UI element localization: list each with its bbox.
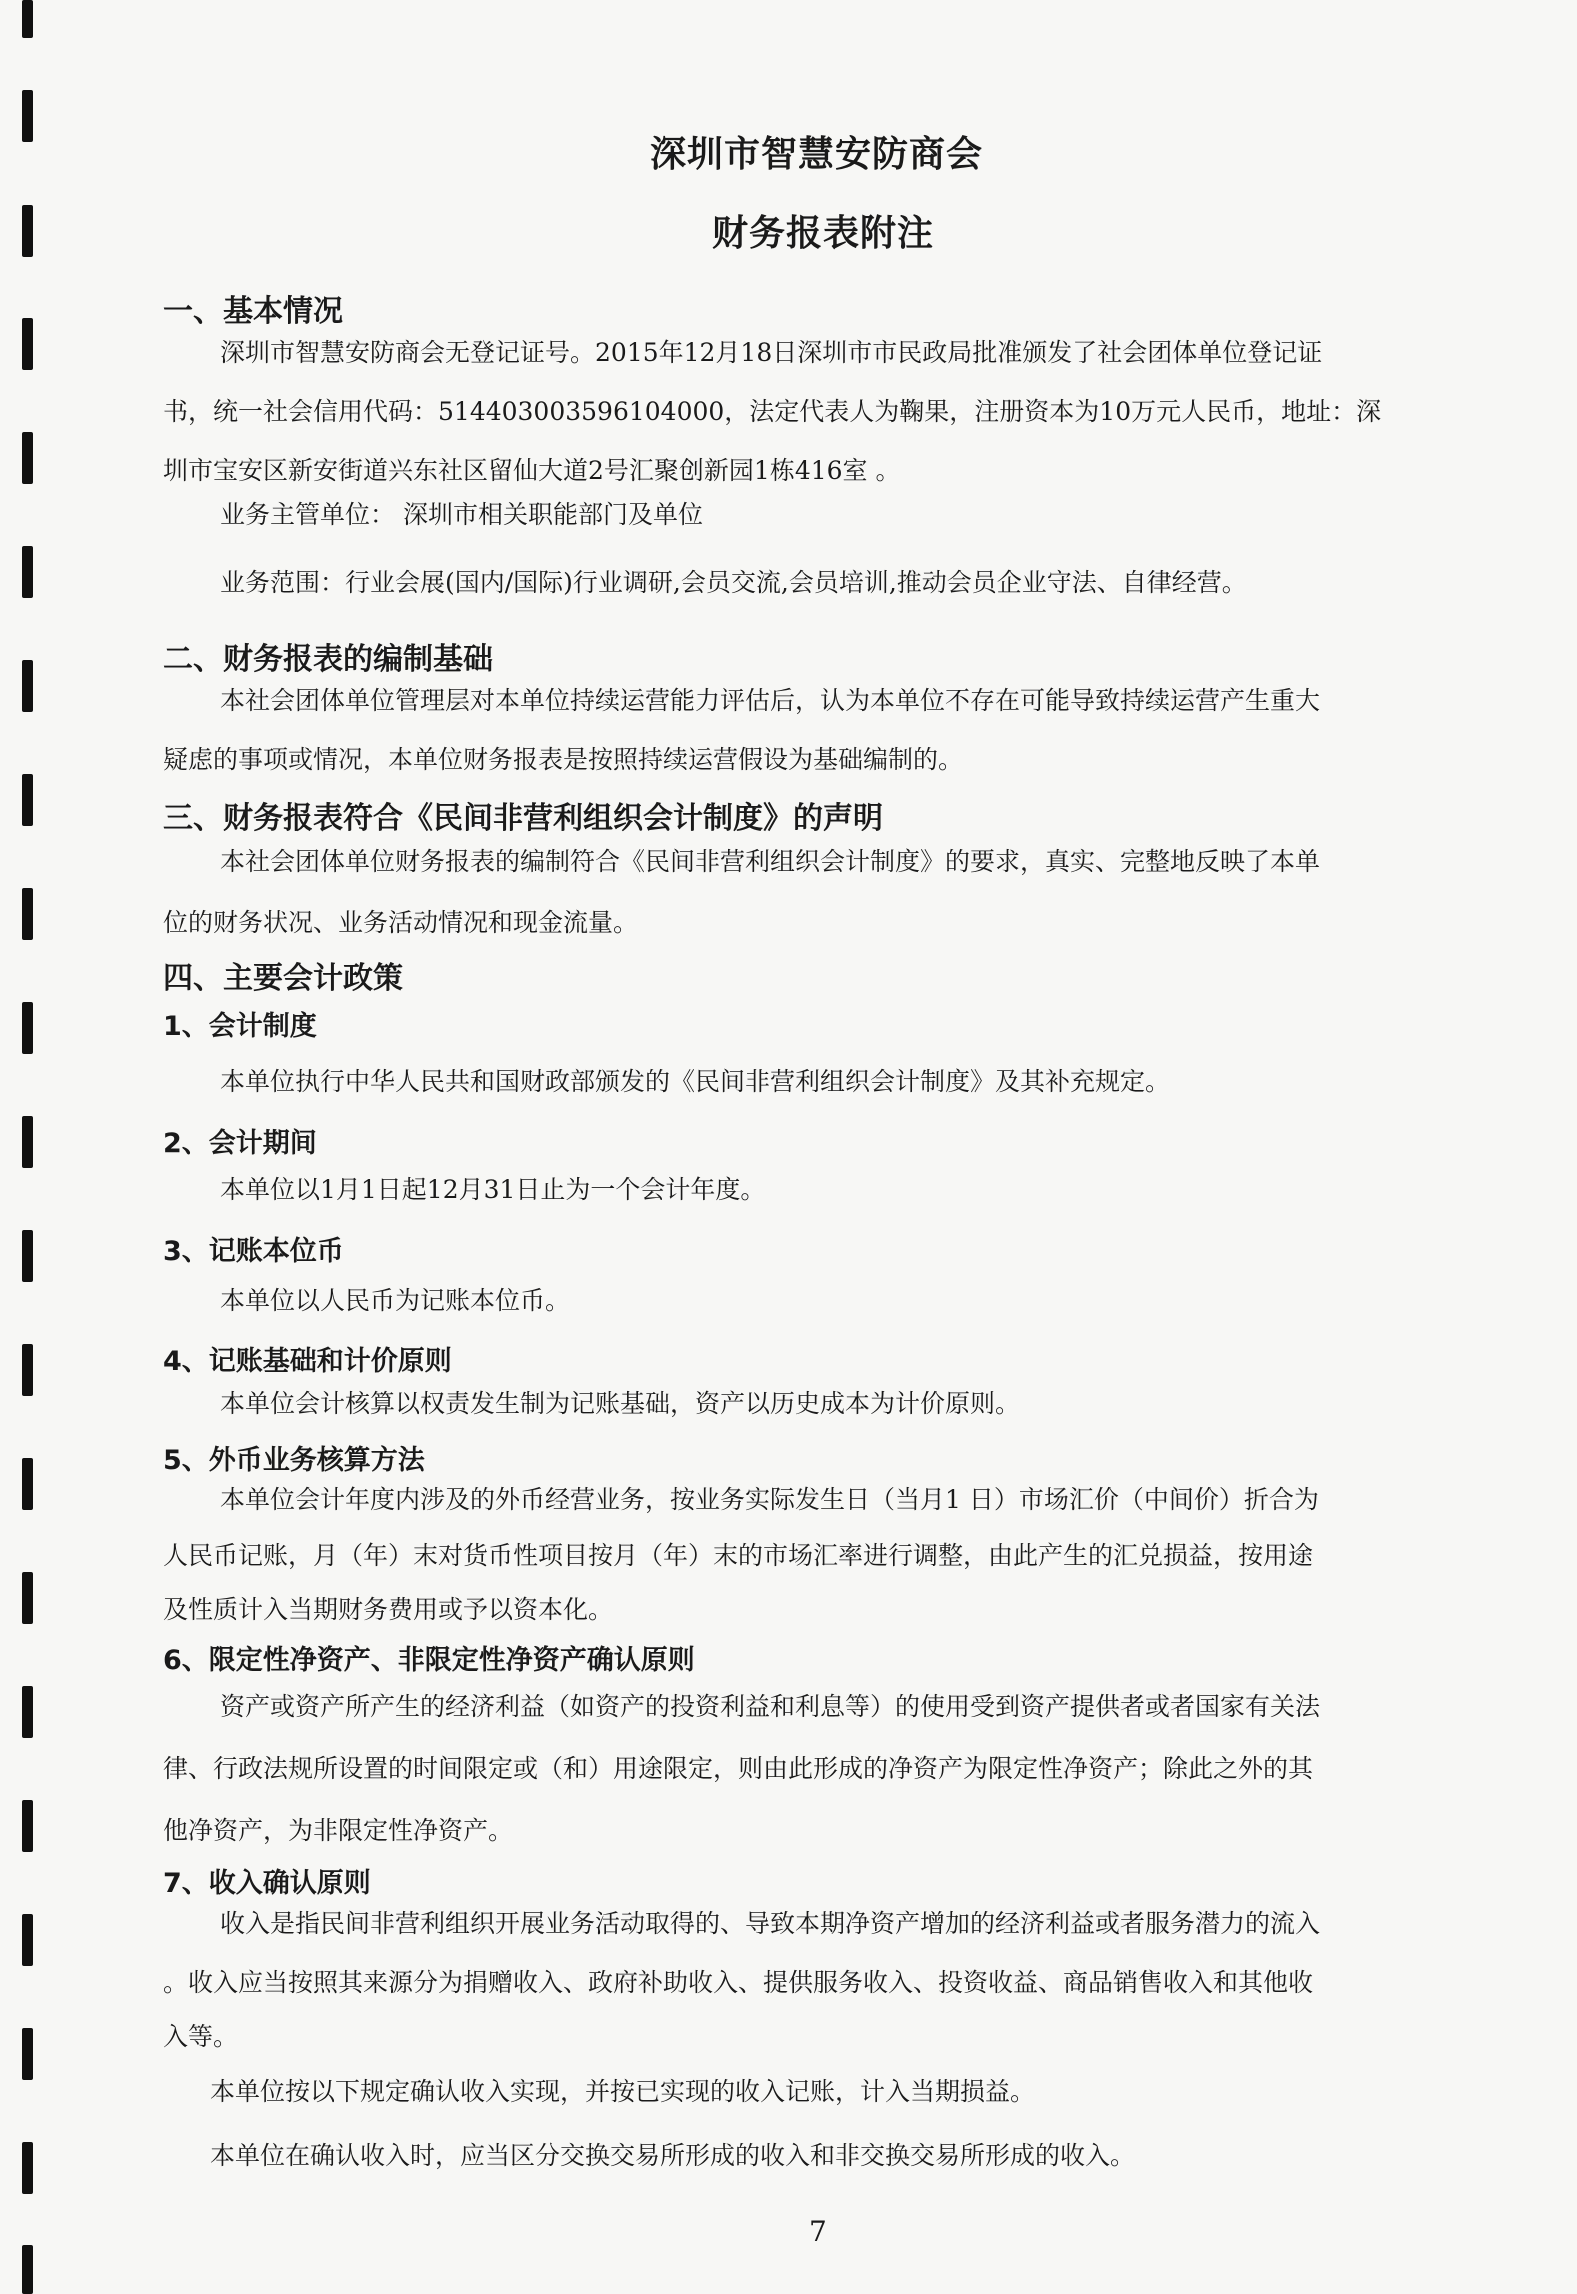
- paragraph-line: 疑虑的事项或情况，本单位财务报表是按照持续运营假设为基础编制的。: [163, 745, 964, 774]
- org-title: 深圳市智慧安防商会: [650, 134, 984, 175]
- paragraph-line: 。收入应当按照其来源分为捐赠收入、政府补助收入、提供服务收入、投资收益、商品销售收入和其他收: [163, 1968, 1314, 1997]
- paragraph-line: 业务主管单位： 深圳市相关职能部门及单位: [220, 500, 703, 529]
- document-title: 财务报表附注: [712, 213, 935, 254]
- subsection-heading: 7、收入确认原则: [163, 1868, 371, 1899]
- paragraph-line: 本单位以1月1日起12月31日止为一个会计年度。: [220, 1175, 766, 1204]
- paragraph-line: 深圳市智慧安防商会无登记证号。2015年12月18日深圳市市民政局批准颁发了社会团体单位登记证: [220, 338, 1323, 367]
- subsection-heading: 3、记账本位币: [163, 1236, 344, 1267]
- paragraph-line: 收入是指民间非营利组织开展业务活动取得的、导致本期净资产增加的经济利益或者服务潜力的流入: [220, 1909, 1321, 1938]
- paragraph-line: 本单位执行中华人民共和国财政部颁发的《民间非营利组织会计制度》及其补充规定。: [220, 1067, 1171, 1096]
- section-heading: 四、主要会计政策: [163, 961, 403, 996]
- paragraph-line: 本单位会计年度内涉及的外币经营业务，按业务实际发生日（当月1 日）市场汇价（中间价）折合为: [220, 1485, 1319, 1514]
- paragraph-line: 律、行政法规所设置的时间限定或（和）用途限定，则由此形成的净资产为限定性净资产；除此之外的其: [163, 1754, 1314, 1783]
- subsection-heading: 6、限定性净资产、非限定性净资产确认原则: [163, 1645, 695, 1676]
- subsection-heading: 2、会计期间: [163, 1128, 317, 1159]
- paragraph-line: 及性质计入当期财务费用或予以资本化。: [163, 1595, 614, 1624]
- paragraph-line: 本单位以人民币为记账本位币。: [220, 1286, 571, 1315]
- paragraph-line: 业务范围：行业会展(国内/国际)行业调研,会员交流,会员培训,推动会员企业守法、自律经营。: [220, 568, 1247, 597]
- section-heading: 二、财务报表的编制基础: [163, 642, 493, 677]
- paragraph-line: 本社会团体单位管理层对本单位持续运营能力评估后，认为本单位不存在可能导致持续运营产生重大: [220, 686, 1321, 715]
- section-heading: 三、财务报表符合《民间非营利组织会计制度》的声明: [163, 801, 883, 836]
- subsection-heading: 1、会计制度: [163, 1011, 317, 1042]
- paragraph-line: 书，统一社会信用代码：514403003596104000，法定代表人为鞠果，注册资本为10万元人民币，地址：深: [163, 397, 1382, 426]
- subsection-heading: 4、记账基础和计价原则: [163, 1346, 452, 1377]
- paragraph-line: 他净资产，为非限定性净资产。: [163, 1816, 514, 1845]
- subsection-heading: 5、外币业务核算方法: [163, 1445, 425, 1476]
- paragraph-line: 本单位按以下规定确认收入实现，并按已实现的收入记账，计入当期损益。: [210, 2077, 1036, 2106]
- paragraph-line: 本社会团体单位财务报表的编制符合《民间非营利组织会计制度》的要求，真实、完整地反映了本单: [220, 847, 1321, 876]
- section-heading: 一、基本情况: [163, 294, 343, 329]
- paragraph-line: 圳市宝安区新安街道兴东社区留仙大道2号汇聚创新园1栋416室 。: [163, 456, 901, 485]
- paragraph-line: 入等。: [163, 2022, 239, 2051]
- paragraph-line: 人民币记账，月（年）末对货币性项目按月（年）末的市场汇率进行调整，由此产生的汇兑损益，按用途: [163, 1541, 1314, 1570]
- paragraph-line: 资产或资产所产生的经济利益（如资产的投资利益和利息等）的使用受到资产提供者或者国家有关法: [220, 1692, 1321, 1721]
- paragraph-line: 本单位在确认收入时，应当区分交换交易所形成的收入和非交换交易所形成的收入。: [210, 2141, 1136, 2170]
- paragraph-line: 本单位会计核算以权责发生制为记账基础，资产以历史成本为计价原则。: [220, 1389, 1021, 1418]
- paragraph-line: 位的财务状况、业务活动情况和现金流量。: [163, 908, 639, 937]
- page-number: 7: [809, 2215, 827, 2248]
